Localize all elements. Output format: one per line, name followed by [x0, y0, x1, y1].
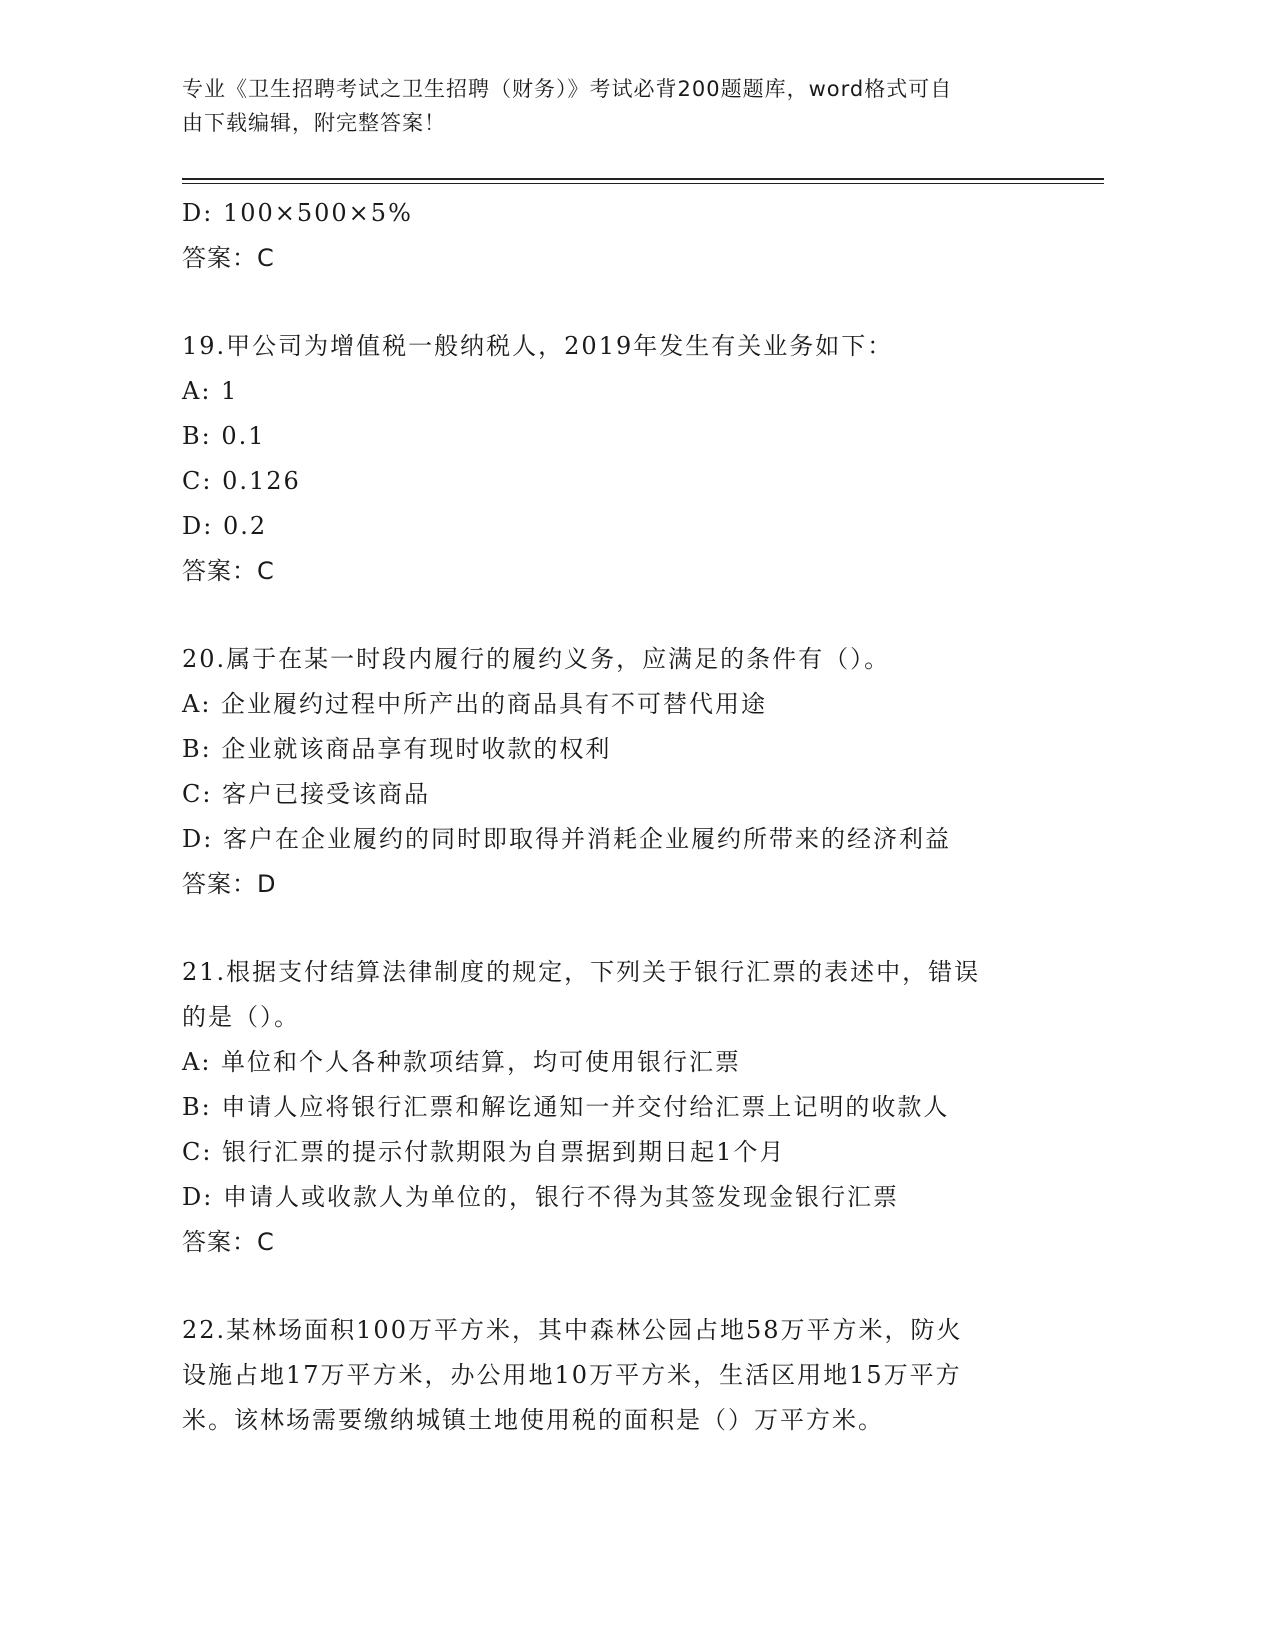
q20-option-c: C: 客户已接受该商品	[182, 780, 431, 808]
q21-stem-line-1: 21.根据支付结算法律制度的规定，下列关于银行汇票的表述中，错误	[182, 958, 981, 986]
q21-stem-line-2: 的是（）。	[182, 1003, 300, 1031]
q20-answer: 答案：D	[182, 870, 277, 898]
q21-answer: 答案：C	[182, 1228, 275, 1256]
q20-stem: 20.属于在某一时段内履行的履约义务，应满足的条件有（）。	[182, 645, 891, 673]
question-19	[182, 324, 1062, 594]
question-22	[182, 1308, 1062, 1443]
header-line-1: 专业《卫生招聘考试之卫生招聘（财务）》考试必背200题题库，word格式可自	[182, 77, 953, 101]
spacer	[182, 594, 1062, 637]
q18-answer: 答案：C	[182, 244, 275, 272]
question-20	[182, 637, 1062, 907]
header-divider-thick	[182, 178, 1104, 180]
q21-option-a: A: 单位和个人各种款项结算，均可使用银行汇票	[182, 1048, 742, 1076]
document-header	[182, 72, 1042, 140]
q19-option-c: C: 0.126	[182, 467, 301, 495]
q21-option-d: D: 申请人或收款人为单位的，银行不得为其签发现金银行汇票	[182, 1183, 899, 1211]
question-21	[182, 950, 1062, 1265]
q22-stem-line-3: 米。该林场需要缴纳城镇土地使用税的面积是（）万平方米。	[182, 1406, 884, 1434]
q19-option-a: A: 1	[182, 377, 239, 405]
q22-stem-line-2: 设施占地17万平方米，办公用地10万平方米，生活区用地15万平方	[182, 1361, 962, 1389]
q20-option-a: A: 企业履约过程中所产出的商品具有不可替代用途	[182, 690, 768, 718]
question-18-tail	[182, 191, 1062, 281]
spacer	[182, 281, 1062, 324]
q21-option-c: C: 银行汇票的提示付款期限为自票据到期日起1个月	[182, 1138, 786, 1166]
q22-stem-line-1: 22.某林场面积100万平方米，其中森林公园占地58万平方米，防火	[182, 1316, 963, 1344]
q19-option-b: B: 0.1	[182, 422, 266, 450]
spacer	[182, 907, 1062, 950]
header-line-2: 由下载编辑，附完整答案！	[182, 111, 446, 135]
spacer	[182, 1265, 1062, 1308]
header-divider-thin	[182, 183, 1104, 184]
question-list	[182, 191, 1062, 1443]
q20-option-b: B: 企业就该商品享有现时收款的权利	[182, 735, 612, 763]
q18-option-d: D: 100×500×5%	[182, 199, 413, 227]
q21-option-b: B: 申请人应将银行汇票和解讫通知一并交付给汇票上记明的收款人	[182, 1093, 950, 1121]
q20-option-d: D: 客户在企业履约的同时即取得并消耗企业履约所带来的经济利益	[182, 825, 951, 853]
q19-option-d: D: 0.2	[182, 512, 268, 540]
q19-stem: 19.甲公司为增值税一般纳税人，2019年发生有关业务如下：	[182, 332, 894, 360]
q19-answer: 答案：C	[182, 557, 275, 585]
